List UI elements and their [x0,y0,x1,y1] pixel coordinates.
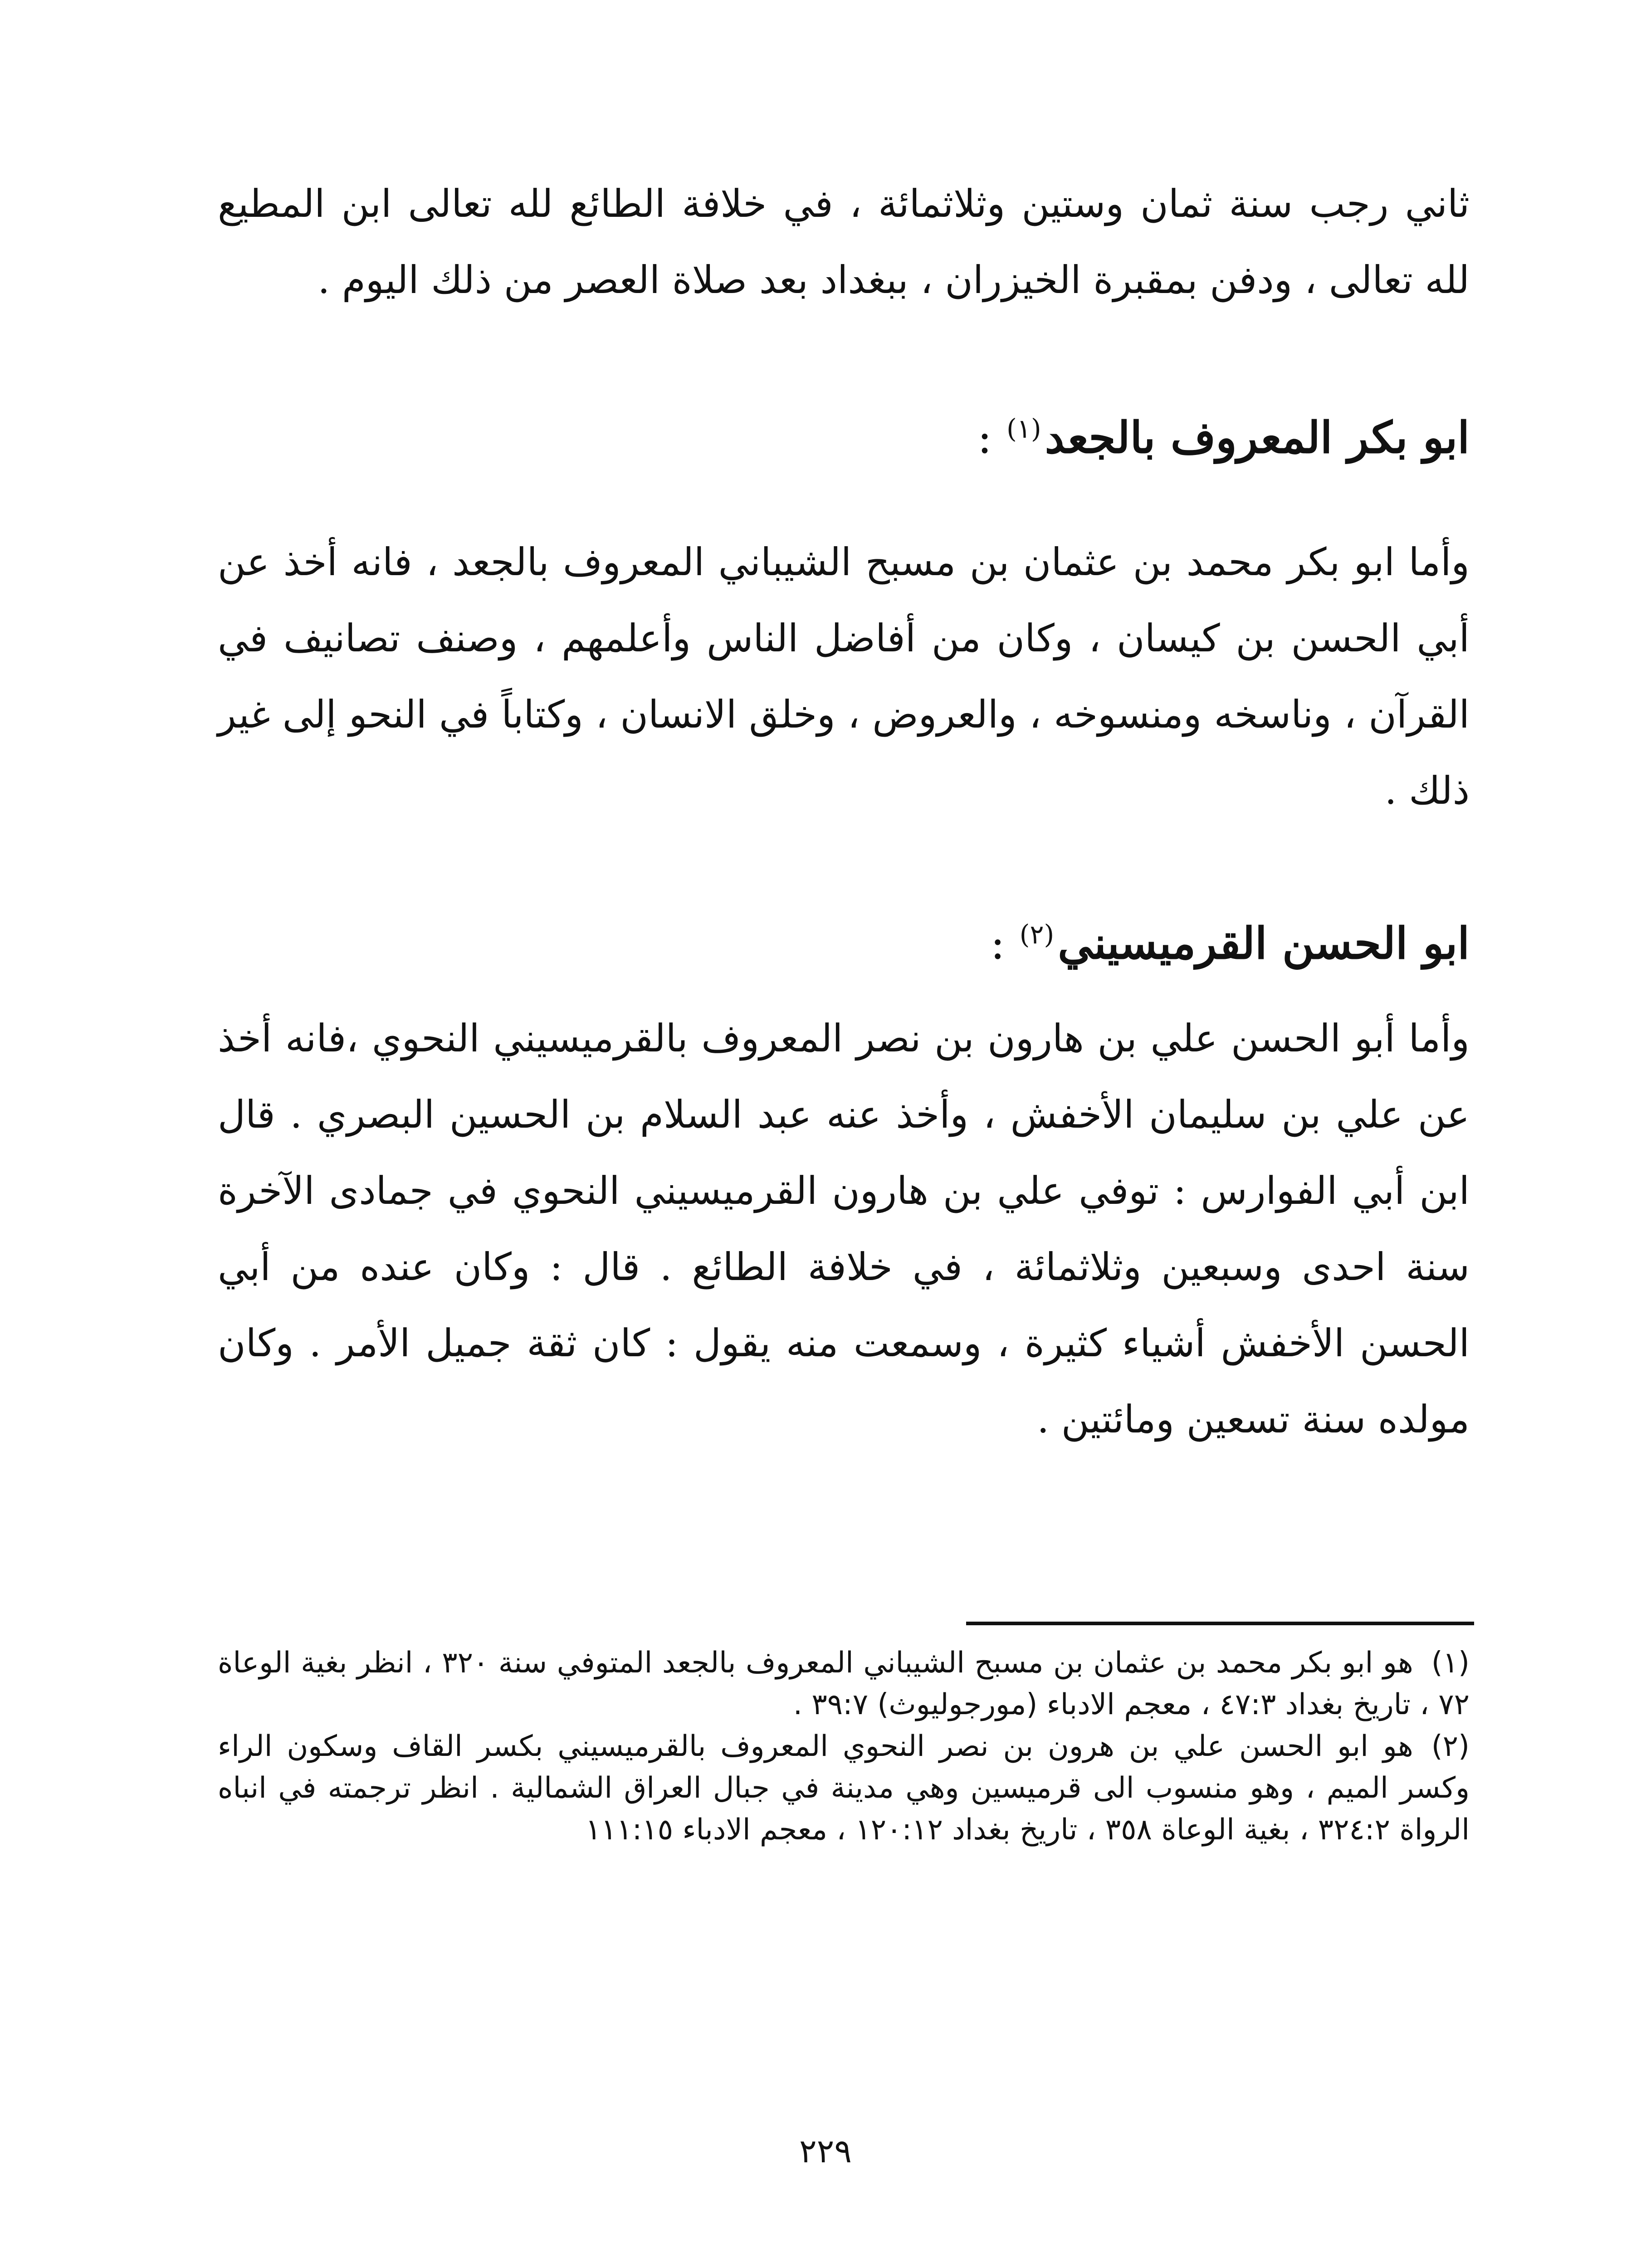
paragraph-abu-al-hasan: وأما أبو الحسن علي بن هارون بن نصر المعروف بالقرميسيني النحوي ،فانه أخذ عن علي بن سليمان الأخفش ، وأخذ عنه عبد السلام بن الحسين البصري . قال ابن أبي الفوارس : توفي علي بن هارون القرميسيني النحوي في جمادى الآخرة سنة احدى وسبعين وثلاثمائة ، في خلافة الطائع . قال : وكان عنده من أبي الحسن الأخفش أشياء كثيرة ، وسمعت منه يقول : كان ثقة جميل الأمر . وكان مولده سنة تسعين ومائتين . [218,1016,1470,1442]
heading-colon: : [977,412,992,463]
footnotes [218,1642,1470,1851]
section-heading-abu-bakr [218,395,1470,472]
heading-colon: : [990,918,1005,969]
page-number: ٢٢٩ [799,2132,852,2170]
heading-title: ابو بكر المعروف بالجعد [1045,412,1470,463]
footnote-text: هو ابو بكر محمد بن عثمان بن مسبح الشيباني المعروف بالجعد المتوفي سنة ٣٢٠ ، انظر بغية الوعاة ٧٢ ، تاريخ بغداد ٤٧:٣ ، معجم الادباء (مورجوليوث) ٣٩:٧ . [218,1646,1470,1721]
footnote-number: (١) [1431,1646,1470,1680]
footnote-1 [218,1642,1470,1725]
footnote-text: هو ابو الحسن علي بن هرون بن نصر النحوي المعروف بالقرميسيني بكسر القاف وسكون الراء وكسر الميم ، وهو منسوب الى قرميسين وهي مدينة في جبال العراق الشمالية . انظر ترجمته في انباه الرواة ٣٢٤:٢ ، بغية الوعاة ٣٥٨ ، تاريخ بغداد ١٢٠:١٢ ، معجم الادباء ١١١:١٥ [218,1730,1470,1847]
footnote-separator [966,1622,1474,1625]
footnote-2 [218,1725,1470,1851]
heading-title: ابو الحسن القرميسيني [1058,918,1470,969]
footnote-ref-2: (٢) [1019,919,1055,950]
paragraph-abu-bakr: وأما ابو بكر محمد بن عثمان بن مسبح الشيباني المعروف بالجعد ، فانه أخذ عن أبي الحسن بن كيسان ، وكان من أفاضل الناس وأعلمهم ، وصنف تصانيف في القرآن ، وناسخه ومنسوخه ، والعروض ، وخلق الانسان ، وكتاباً في النحو إلى غير ذلك . [218,540,1470,813]
section-heading-abu-al-hasan [218,900,1470,978]
footnote-number: (٢) [1431,1730,1470,1763]
footnote-ref-1: (١) [1006,413,1041,444]
paragraph-continuation: ثاني رجب سنة ثمان وستين وثلاثمائة ، في خلافة الطائع لله تعالى ابن المطيع لله تعالى ، ودفن بمقبرة الخيزران ، ببغداد بعد صلاة العصر من ذلك اليوم . [218,181,1470,302]
